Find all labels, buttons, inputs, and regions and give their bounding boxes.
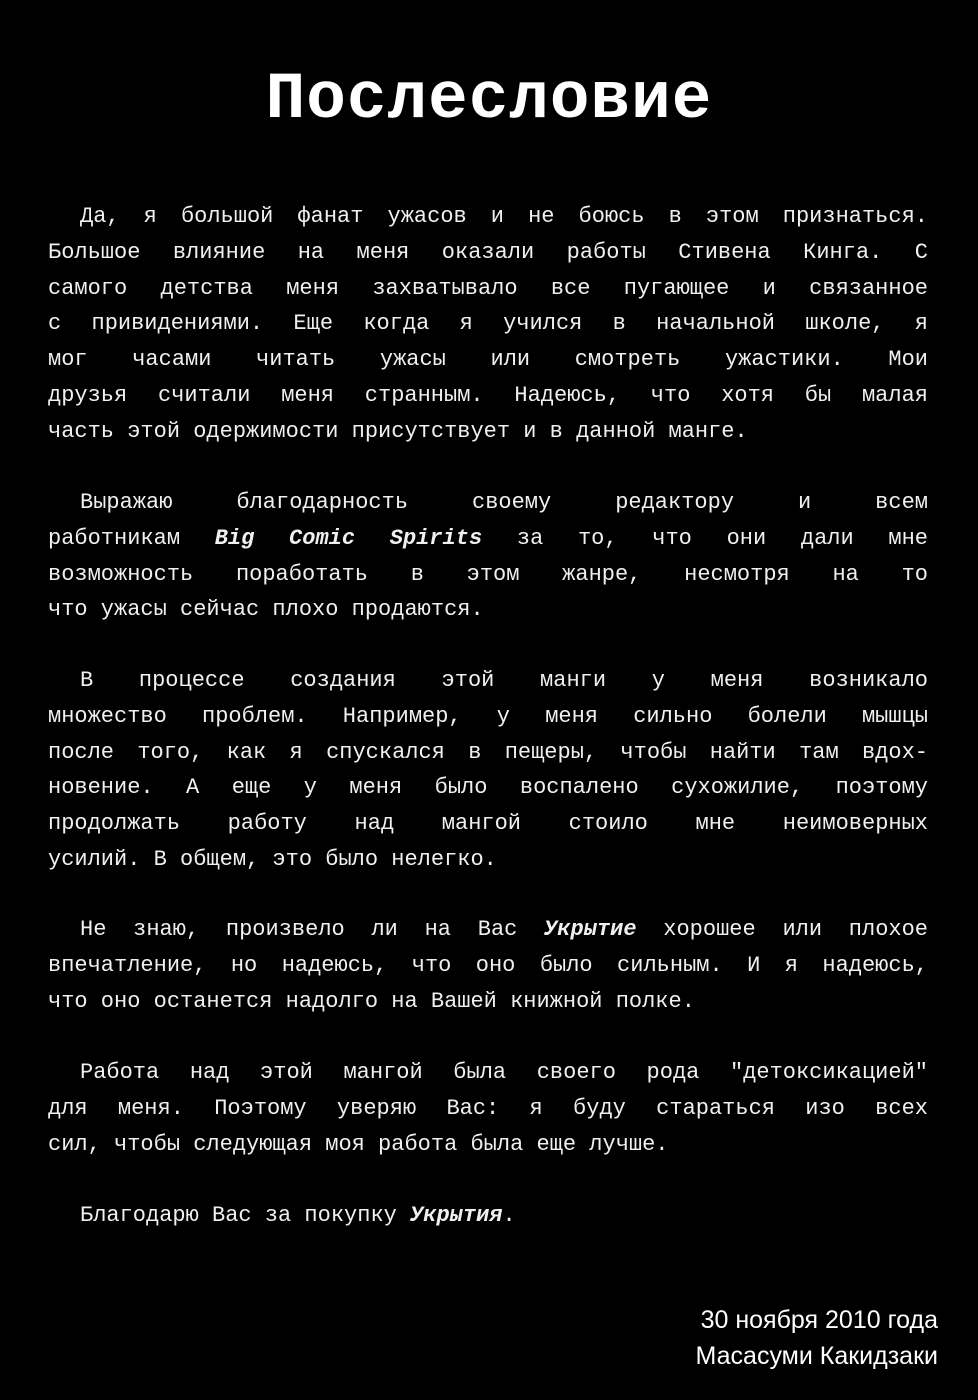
line-segment: . <box>502 1203 516 1228</box>
paragraph-thanks <box>48 1198 928 1234</box>
paragraph-line: Работа над этой мангой была своего рода "детоксикацией" <box>80 1060 928 1085</box>
paragraph-line: самого детства меня захватывало все пугающее и связанное <box>48 275 928 301</box>
paragraph-line: мог часами читать ужасы или смотреть ужастики. Мои <box>48 347 928 373</box>
line-segment: Не знаю, произвело ли на Вас <box>80 917 545 942</box>
paragraph-line: множество проблем. Например, у меня сильно болели мышцы <box>48 703 928 729</box>
paragraph-line: после того, как я спускался в пещеры, чтобы найти там вдох- <box>48 739 928 765</box>
paragraph-line: Выражаю благодарность своему редактору и всем <box>80 490 928 515</box>
work-title: Укрытие <box>544 917 637 942</box>
work-title: Укрытия <box>410 1203 503 1228</box>
line-segment: хорошее или плохое <box>663 917 928 942</box>
paragraph-line: друзья считали меня странным. Надеюсь, что хотя бы малая <box>48 382 928 408</box>
paragraph-detox <box>48 1055 928 1162</box>
paragraph-line: В процессе создания этой манги у меня возникало <box>80 668 928 693</box>
paragraph-line: Большое влияние на меня оказали работы Стивена Кинга. С <box>48 239 928 265</box>
paragraph-line: усилий. В общем, это было нелегко. <box>48 846 497 872</box>
paragraph-fan-of-horror <box>48 199 928 450</box>
paragraph-impression <box>48 912 928 1019</box>
paragraph-line <box>48 521 928 557</box>
paragraph-line: новение. А еще у меня было воспалено сухожилие, поэтому <box>48 775 928 801</box>
line-segment: Благодарю Вас за покупку <box>80 1203 411 1228</box>
paragraph-gratitude <box>48 485 928 628</box>
signature <box>638 1302 938 1374</box>
paragraph-line: что ужасы сейчас плохо продаются. <box>48 597 484 623</box>
paragraph-line: часть этой одержимости присутствует и в данной манге. <box>48 418 748 444</box>
line-segment: работникам <box>48 525 215 551</box>
paragraph-line <box>48 1198 928 1234</box>
paragraph-line <box>48 912 928 948</box>
paragraph-line: что оно останется надолго на Вашей книжной полке. <box>48 988 695 1014</box>
paragraph-line: с привидениями. Еще когда я учился в начальной школе, я <box>48 311 928 337</box>
paragraph-line: сил, чтобы следующая моя работа была еще лучше. <box>48 1131 669 1157</box>
signature-date: 30 ноября 2010 года <box>700 1306 938 1334</box>
signature-author: Масасуми Какидзаки <box>695 1342 938 1370</box>
paragraph-line: продолжать работу над мангой стоило мне неимоверных <box>48 811 928 837</box>
page-title: Послесловие <box>265 62 713 137</box>
magazine-name: Big Comic Spirits <box>214 525 483 551</box>
paragraph-line: Да, я большой фанат ужасов и не боюсь в этом признаться. <box>80 204 928 229</box>
paragraph-difficulties <box>48 663 928 878</box>
paragraph-line: впечатление, но надеюсь, что оно было сильным. И я надеюсь, <box>48 952 928 978</box>
line-segment: за то, что они дали мне <box>516 525 929 551</box>
paragraph-line: для меня. Поэтому уверяю Вас: я буду стараться изо всех <box>48 1095 928 1121</box>
paragraph-line: возможность поработать в этом жанре, несмотря на то <box>48 561 928 587</box>
